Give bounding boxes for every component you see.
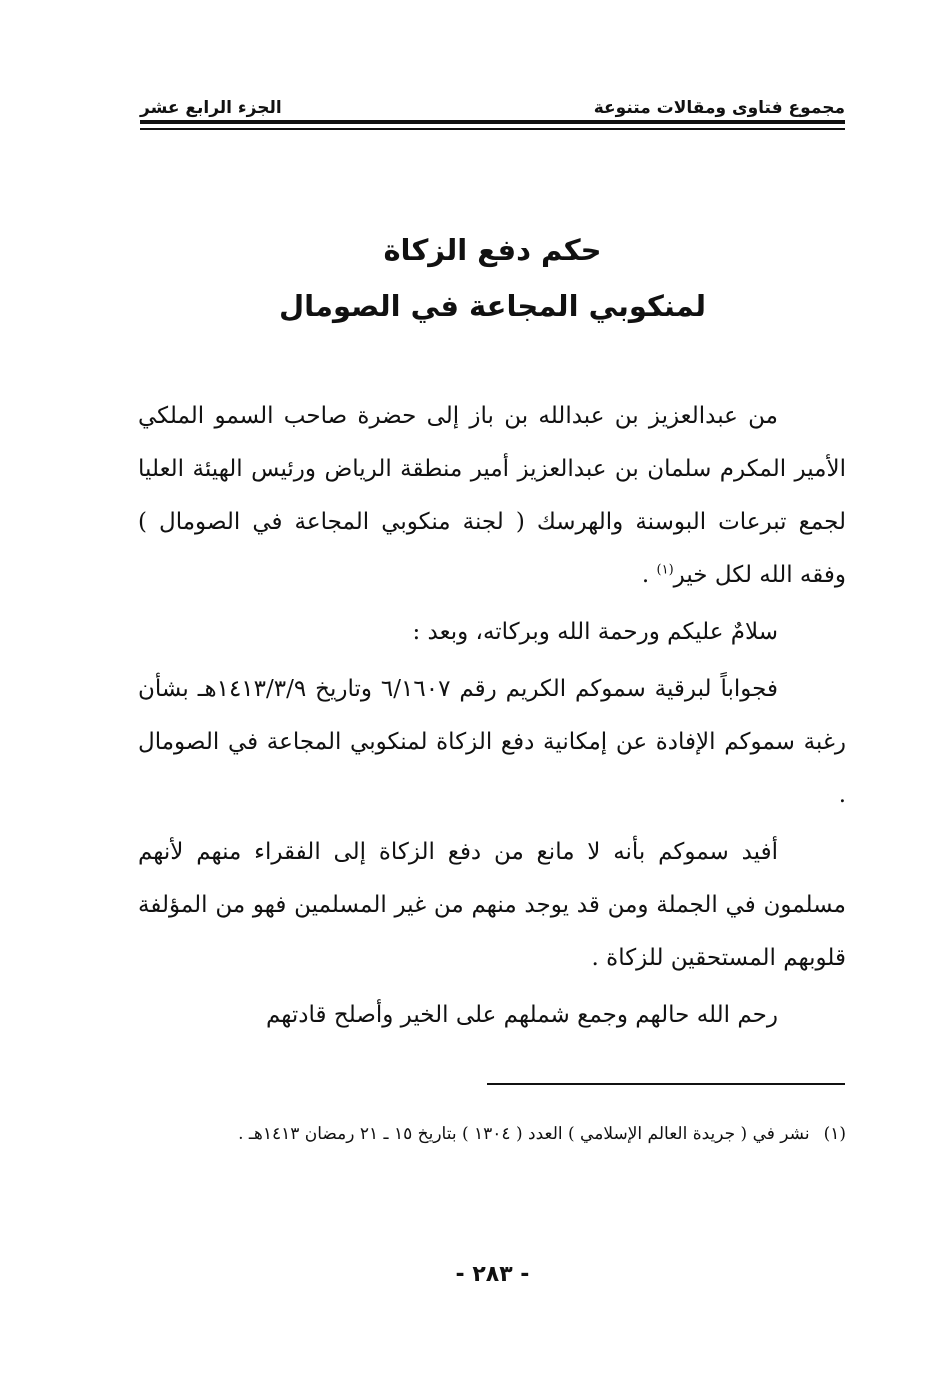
title-line-2: لمنكوبي المجاعة في الصومال (278, 289, 707, 323)
paragraph-ruling: أفيد سموكم بأنه لا مانع من دفع الزكاة إلى الفقراء منهم لأنهم مسلمون في الجملة ومن قد يوجد منهم من غير المسلمين فهو من المؤلفة قلوبهم المستحقين للزكاة . (138, 839, 846, 971)
book-title: مجموع فتاوى ومقالات متنوعة (593, 98, 845, 118)
running-header (140, 86, 845, 118)
paragraph-address (138, 390, 846, 602)
volume-label: الجزء الرابع عشر (140, 98, 282, 118)
footnote-marker: (١) (823, 1124, 846, 1144)
title-line-1: حكم دفع الزكاة (383, 233, 602, 267)
footnote (138, 1115, 846, 1153)
paragraph-reply: فجواباً لبرقية سموكم الكريم رقم ٦/١٦٠٧ وتاريخ ١٤١٣/٣/٩هـ بشأن رغبة سموكم الإفادة عن إمكانية دفع الزكاة لمنكوبي المجاعة في الصومال . (138, 676, 846, 808)
paragraph-address-text: من عبدالعزيز بن عبدالله بن باز إلى حضرة صاحب السمو الملكي الأمير المكرم سلمان بن عبدالعزيز أمير منطقة الرياض ورئيس الهيئة العليا لجمع تبرعات البوسنة والهرسك ( لجنة منكوبي المجاعة في الصومال ) وفقه الله لكل خير (138, 403, 846, 588)
paragraph-prayer: رحم الله حالهم وجمع شملهم على الخير وأصلح قادتهم (266, 1002, 778, 1028)
footnote-reference: (١) (656, 562, 674, 578)
article-title (140, 222, 845, 334)
page-number: - ٢٨٣ - (455, 1262, 530, 1287)
header-rule-thick (140, 120, 845, 124)
paragraph-greeting: سلامٌ عليكم ورحمة الله وبركاته، وبعد : (412, 619, 778, 645)
footnote-text: نشر في ( جريدة العالم الإسلامي ) العدد ( ١٣٠٤ ) بتاريخ ١٥ ـ ٢١ رمضان ١٤١٣هـ . (238, 1124, 810, 1144)
body-text (138, 390, 846, 1046)
paragraph-address-end: . (641, 562, 657, 588)
header-rule-thin (140, 128, 845, 130)
footnote-rule (487, 1083, 845, 1085)
